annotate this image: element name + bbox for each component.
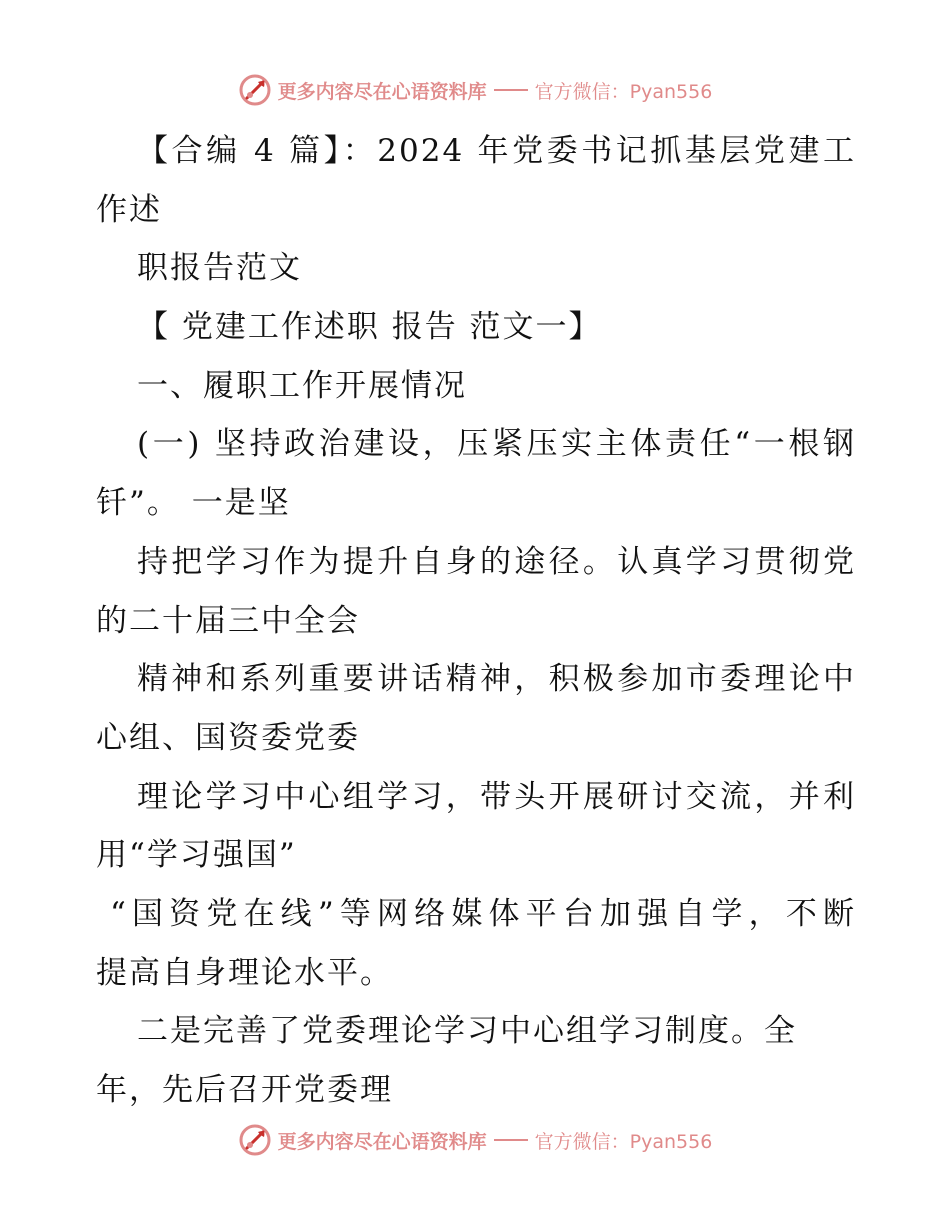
- watermark-dash: [494, 1139, 528, 1141]
- paragraph-line: 提高自身理论水平。: [96, 954, 393, 991]
- section-heading: 一、履职工作开展情况: [137, 367, 467, 404]
- paragraph-line: 持把学习作为提升自身的途径。认真学习贯彻党: [137, 543, 856, 580]
- footer-watermark: [0, 1118, 950, 1162]
- watermark-contact: 官方微信：Pyan556: [534, 80, 713, 103]
- paragraph-line: 精神和系列重要讲话精神，积极参加市委理论中: [137, 661, 856, 698]
- title-continuation: 职报告范文: [137, 250, 302, 287]
- paragraph-line: 用“学习强国”: [96, 837, 297, 874]
- document-title: 【合编 4 篇】：2024 年党委书记抓基层党建工: [137, 133, 856, 169]
- watermark-contact: 官方微信：Pyan556: [534, 1130, 713, 1153]
- title-continuation: 作述: [96, 191, 162, 228]
- paragraph-line: 钎”。 一是坚: [96, 485, 291, 522]
- watermark-brand: 更多内容尽在心语资料库: [277, 80, 487, 103]
- document-body: [96, 122, 856, 1120]
- paragraph-line: “国资党在线”等网络媒体平台加强自学，不断: [110, 895, 856, 932]
- paragraph-line: (一) 坚持政治建设，压紧压实主体责任“一根钢: [137, 426, 856, 463]
- watermark-brand: 更多内容尽在心语资料库: [277, 1130, 487, 1153]
- header-watermark: [0, 68, 950, 112]
- watermark-dash: [494, 89, 528, 91]
- paragraph-line: 心组、国资委党委: [96, 719, 360, 756]
- paragraph-line: 的二十届三中全会: [96, 602, 360, 639]
- paragraph-line: 理论学习中心组学习，带头开展研讨交流，并利: [137, 778, 856, 815]
- paragraph-line: 年，先后召开党委理: [96, 1072, 393, 1108]
- quill-logo-icon: [238, 1123, 272, 1157]
- paragraph-line: 二是完善了党委理论学习中心组学习制度。全: [137, 1013, 797, 1050]
- quill-logo-icon: [238, 73, 272, 107]
- section-heading: 【 党建工作述职 报告 范文一】: [137, 309, 602, 346]
